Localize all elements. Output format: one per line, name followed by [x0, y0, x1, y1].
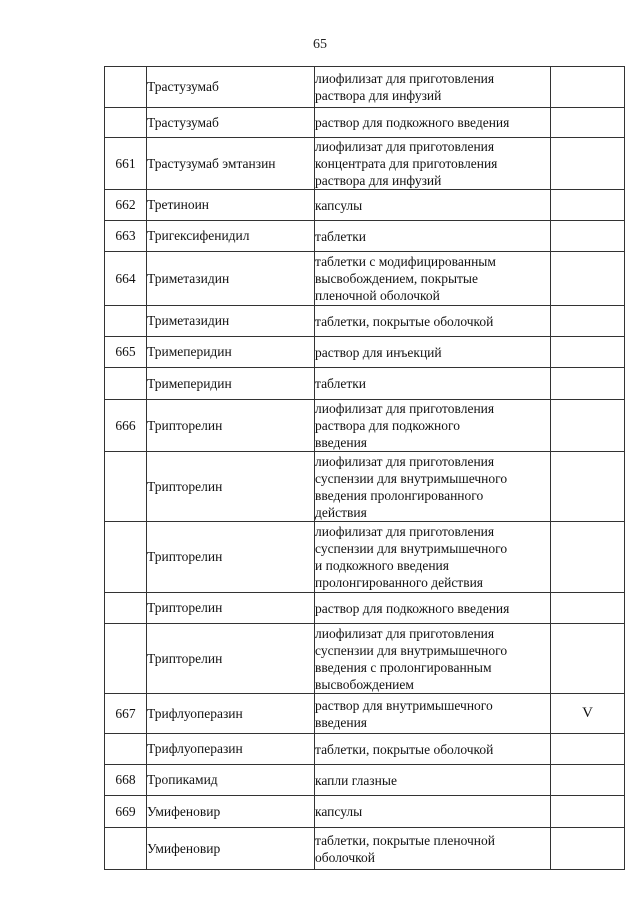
dosage-form — [315, 522, 551, 593]
row-number — [105, 368, 147, 400]
page-number: 65 — [313, 37, 327, 52]
drug-name: Трастузумаб эмтанзин — [147, 138, 315, 190]
row-number — [105, 734, 147, 765]
note-mark — [551, 522, 625, 593]
dosage-form-line: таблетки, покрытые пленочной — [315, 832, 496, 848]
dosage-form — [315, 306, 551, 337]
dosage-form-line: введения пролонгированного — [315, 487, 484, 503]
dosage-form — [315, 765, 551, 796]
dosage-form-line: капсулы — [315, 804, 363, 819]
drug-name: Трипторелин — [147, 452, 315, 522]
drug-name: Тримеперидин — [147, 368, 315, 400]
dosage-form-line: капсулы — [315, 197, 363, 213]
row-number: 667 — [105, 694, 147, 734]
dosage-form-line: пролонгированного действия — [315, 575, 484, 590]
table-row — [105, 452, 625, 522]
table-row — [105, 694, 625, 734]
drug-name: Тримеперидин — [147, 337, 315, 368]
note-mark — [551, 593, 625, 624]
dosage-form — [315, 190, 551, 221]
table-row — [105, 796, 625, 828]
dosage-form-line: раствор для подкожного введения — [315, 600, 510, 616]
row-number: 669 — [105, 796, 147, 828]
dosage-form-line: лиофилизат для приготовления — [315, 139, 495, 154]
dosage-form-line: таблетки — [315, 376, 367, 391]
row-number — [105, 624, 147, 694]
dosage-form-line: лиофилизат для приготовления — [315, 625, 495, 641]
dosage-form — [315, 368, 551, 400]
note-mark — [551, 190, 625, 221]
dosage-form-line: лиофилизат для приготовления — [315, 453, 495, 469]
dosage-form — [315, 452, 551, 522]
row-number — [105, 452, 147, 522]
row-number: 666 — [105, 400, 147, 452]
drug-name: Трастузумаб — [147, 108, 315, 138]
table-row — [105, 368, 625, 400]
note-mark — [551, 624, 625, 694]
dosage-form-line: раствора для подкожного — [315, 418, 460, 433]
note-mark — [551, 306, 625, 337]
dosage-form — [315, 138, 551, 190]
drug-name: Тропикамид — [147, 765, 315, 796]
dosage-form-line: раствора для инфузий — [315, 173, 442, 188]
dosage-form — [315, 828, 551, 870]
note-mark — [551, 828, 625, 870]
note-mark — [551, 796, 625, 828]
row-number: 662 — [105, 190, 147, 221]
dosage-form — [315, 624, 551, 694]
note-mark — [551, 67, 625, 108]
table-row — [105, 828, 625, 870]
table-row — [105, 306, 625, 337]
dosage-form — [315, 400, 551, 452]
dosage-form-line: действия — [315, 504, 367, 520]
table-row — [105, 221, 625, 252]
row-number — [105, 828, 147, 870]
note-mark — [551, 138, 625, 190]
dosage-form-line: капли глазные — [315, 772, 397, 788]
dosage-form-line: суспензии для внутримышечного — [315, 541, 508, 556]
dosage-form — [315, 252, 551, 306]
table-row — [105, 252, 625, 306]
row-number: 664 — [105, 252, 147, 306]
drug-table-body — [105, 67, 625, 870]
row-number — [105, 306, 147, 337]
dosage-form — [315, 337, 551, 368]
table-row — [105, 522, 625, 593]
dosage-form-line: таблетки с модифицированным — [315, 254, 496, 269]
drug-name: Триметазидин — [147, 306, 315, 337]
drug-name: Тригексифенидил — [147, 221, 315, 252]
note-mark — [551, 221, 625, 252]
dosage-form-line: оболочкой — [315, 849, 375, 865]
note-mark: V — [551, 694, 625, 734]
note-mark — [551, 734, 625, 765]
dosage-form-line: пленочной оболочкой — [315, 288, 440, 303]
row-number: 661 — [105, 138, 147, 190]
note-mark — [551, 452, 625, 522]
dosage-form-line: таблетки, покрытые оболочкой — [315, 313, 494, 329]
row-number — [105, 108, 147, 138]
table-row — [105, 337, 625, 368]
dosage-form-line: суспензии для внутримышечного — [315, 470, 508, 486]
dosage-form-line: и подкожного введения — [315, 558, 449, 573]
table-row — [105, 190, 625, 221]
table-row — [105, 400, 625, 452]
dosage-form — [315, 593, 551, 624]
note-mark — [551, 765, 625, 796]
drug-name: Трастузумаб — [147, 67, 315, 108]
drug-name: Триметазидин — [147, 252, 315, 306]
dosage-form-line: концентрата для приготовления — [315, 156, 498, 171]
dosage-form-line: лиофилизат для приготовления — [315, 71, 495, 86]
row-number: 665 — [105, 337, 147, 368]
table-row — [105, 108, 625, 138]
table-row — [105, 765, 625, 796]
dosage-form — [315, 67, 551, 108]
drug-name: Трипторелин — [147, 522, 315, 593]
table-row — [105, 593, 625, 624]
dosage-form — [315, 221, 551, 252]
note-mark — [551, 108, 625, 138]
dosage-form — [315, 694, 551, 734]
drug-name: Умифеновир — [147, 796, 315, 828]
dosage-form-line: раствор для внутримышечного — [315, 697, 493, 713]
table-row — [105, 734, 625, 765]
row-number: 668 — [105, 765, 147, 796]
dosage-form-line: раствор для инъекций — [315, 344, 442, 360]
row-number — [105, 522, 147, 593]
table-row — [105, 624, 625, 694]
dosage-form — [315, 796, 551, 828]
dosage-form-line: введения — [315, 714, 368, 730]
dosage-form-line: введения — [315, 435, 368, 450]
table-row — [105, 67, 625, 108]
drug-table — [104, 66, 625, 870]
row-number — [105, 67, 147, 108]
dosage-form-line: суспензии для внутримышечного — [315, 642, 508, 658]
drug-name: Умифеновир — [147, 828, 315, 870]
dosage-form-line: таблетки — [315, 228, 367, 244]
table-row — [105, 138, 625, 190]
note-mark — [551, 400, 625, 452]
note-mark — [551, 252, 625, 306]
dosage-form-line: высвобождением, покрытые — [315, 271, 478, 286]
dosage-form-line: раствор для подкожного введения — [315, 115, 510, 130]
dosage-form-line: введения с пролонгированным — [315, 659, 492, 675]
drug-name: Трифлуоперазин — [147, 734, 315, 765]
dosage-form-line: лиофилизат для приготовления — [315, 401, 495, 416]
row-number: 663 — [105, 221, 147, 252]
note-mark — [551, 337, 625, 368]
dosage-form-line: высвобождением — [315, 676, 414, 692]
drug-name: Третиноин — [147, 190, 315, 221]
drug-name: Трипторелин — [147, 624, 315, 694]
dosage-form-line: раствора для инфузий — [315, 88, 442, 103]
note-mark — [551, 368, 625, 400]
dosage-form-line: таблетки, покрытые оболочкой — [315, 741, 494, 757]
drug-name: Трифлуоперазин — [147, 694, 315, 734]
dosage-form-line: лиофилизат для приготовления — [315, 524, 495, 539]
drug-name: Трипторелин — [147, 400, 315, 452]
row-number — [105, 593, 147, 624]
dosage-form — [315, 734, 551, 765]
drug-name: Трипторелин — [147, 593, 315, 624]
dosage-form — [315, 108, 551, 138]
